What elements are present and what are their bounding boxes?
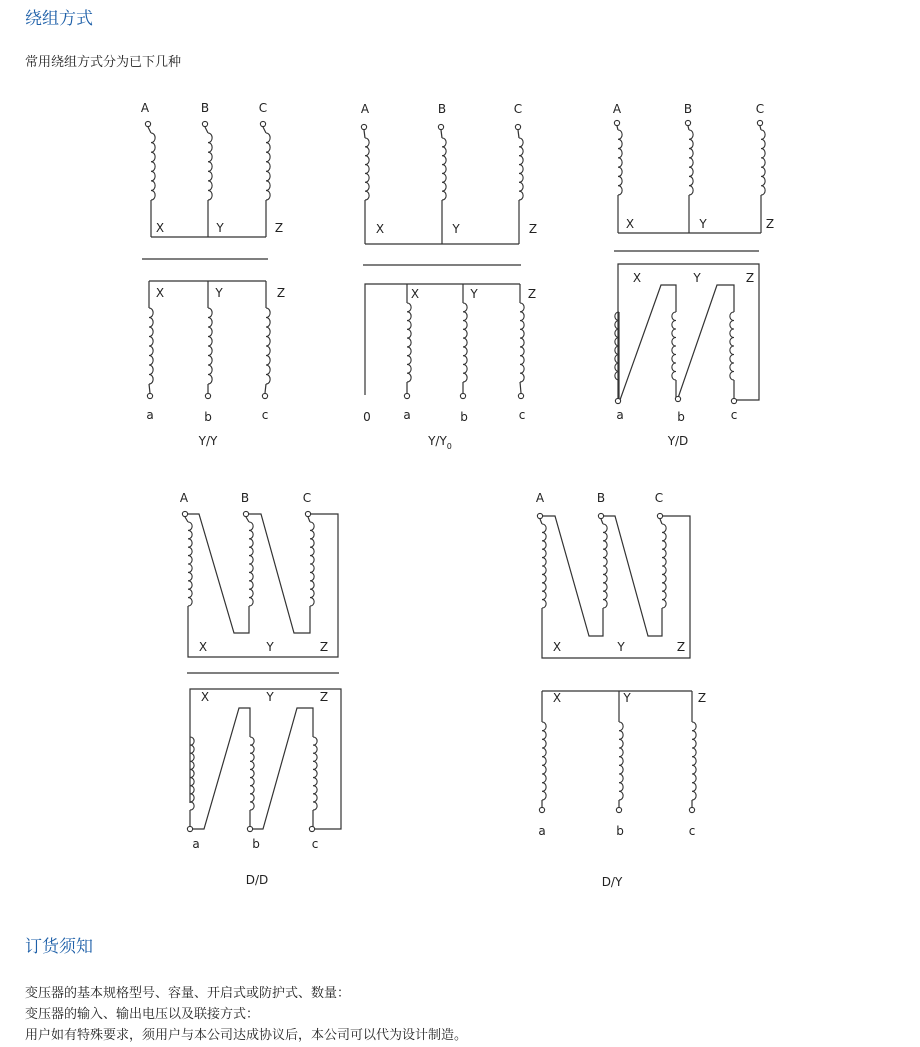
label-primary-c: C [302, 491, 312, 505]
terminal-dot [515, 124, 520, 129]
terminal-dot [731, 398, 736, 403]
wire [308, 517, 310, 522]
wire [620, 285, 676, 400]
label-secondary-y: Y [215, 286, 223, 300]
label-secondary-z: Z [527, 287, 537, 301]
label-primary-z: Z [274, 221, 284, 235]
wire [520, 382, 521, 393]
coil-winding [442, 138, 446, 200]
coil-winding [672, 312, 676, 380]
label-primary-a: A [360, 102, 370, 116]
label-primary-y: Y [216, 221, 224, 235]
caption-yy0 [427, 434, 452, 451]
terminal-dot [675, 396, 680, 401]
label-primary-b: B [596, 491, 606, 505]
terminal-dot [615, 398, 620, 403]
label-primary-b: B [437, 102, 447, 116]
coil-winding [692, 722, 696, 800]
terminal-dot [247, 826, 252, 831]
wire [601, 519, 603, 524]
label-primary-a: A [612, 102, 622, 116]
terminal-dot [260, 121, 265, 126]
terminal-dot [202, 121, 207, 126]
wire [190, 689, 341, 829]
wire [660, 519, 662, 524]
coil-winding [603, 524, 607, 608]
wire [263, 127, 266, 133]
coil-winding [662, 524, 666, 608]
coil-winding [542, 524, 546, 608]
label-primary-x: X [155, 221, 165, 235]
label-secondary-x: X [552, 691, 562, 705]
terminal-dot [518, 393, 523, 398]
coil-winding [313, 737, 317, 810]
label-secondary-c: c [261, 408, 269, 422]
terminal-dot [685, 120, 690, 125]
label-secondary-a: a [146, 408, 154, 422]
wire [250, 708, 313, 829]
caption-dy: D/Y [601, 875, 623, 889]
label-primary-y: Y [617, 640, 625, 654]
label-primary-c: C [755, 102, 765, 116]
label-secondary-c: c [518, 408, 526, 422]
wire [249, 514, 310, 633]
order-line-1: 变压器的基本规格型号、容量、开启式或防护式、数量： [25, 986, 351, 1001]
terminal-dot [539, 807, 544, 812]
coil-winding [520, 303, 524, 382]
wire [542, 516, 603, 636]
label-primary-x: X [198, 640, 208, 654]
coil-winding [149, 308, 153, 384]
label-secondary-y: Y [470, 287, 478, 301]
label-primary-a: A [140, 101, 150, 115]
terminal-dot [309, 826, 314, 831]
winding-intro-text: 常用绕组方式分为已下几种 [25, 55, 182, 70]
label-primary-y: Y [452, 222, 460, 236]
label-primary-c: C [654, 491, 664, 505]
label-primary-z: Z [676, 640, 686, 654]
order-line-3: 用户如有特殊要求，须用户与本公司达成协议后，本公司可以代为设计制造。 [25, 1028, 468, 1043]
label-secondary-a: a [538, 824, 546, 838]
label-secondary-b: b [460, 410, 468, 424]
wire [678, 285, 734, 398]
label-secondary-c: c [688, 824, 696, 838]
label-secondary-z: Z [697, 691, 707, 705]
coil-winding [365, 138, 369, 200]
wire [542, 516, 690, 658]
diagram-dy [536, 491, 706, 889]
coil-winding [761, 130, 765, 195]
wire [149, 384, 150, 393]
caption-dd: D/D [245, 873, 269, 887]
wire [185, 517, 188, 522]
wire [365, 284, 520, 395]
wire [364, 130, 365, 138]
coil-winding [190, 737, 194, 810]
diagram-dd [180, 491, 341, 887]
coil-winding [249, 522, 253, 606]
coil-winding [208, 308, 212, 384]
wire [246, 517, 249, 522]
terminal-dot [205, 393, 210, 398]
label-primary-c: C [258, 101, 268, 115]
coil-winding [208, 133, 212, 200]
terminal-dot [404, 393, 409, 398]
label-primary-b: B [200, 101, 210, 115]
section-title-winding: 绕组方式 [25, 9, 93, 29]
terminal-dot [147, 393, 152, 398]
terminal-dot [689, 807, 694, 812]
terminal-dot [614, 120, 619, 125]
label-secondary-b: b [252, 837, 260, 851]
coil-winding [250, 737, 254, 810]
wire [540, 519, 542, 524]
terminal-dot [187, 826, 192, 831]
label-primary-b: B [240, 491, 250, 505]
label-secondary-z: Z [276, 286, 286, 300]
coil-winding [689, 130, 693, 195]
label-primary-b: B [683, 102, 693, 116]
label-secondary-c: c [730, 408, 738, 422]
terminal-dot [305, 511, 310, 516]
label-primary-z: Z [765, 217, 775, 231]
wire [188, 514, 249, 633]
wire [190, 708, 250, 829]
terminal-dot [438, 124, 443, 129]
label-primary-z: Z [528, 222, 538, 236]
wire [676, 380, 678, 398]
label-secondary-a: a [616, 408, 624, 422]
terminal-dot [182, 511, 187, 516]
label-primary-y: Y [699, 217, 707, 231]
coil-winding [266, 308, 270, 384]
terminal-dot [243, 511, 248, 516]
caption-yy0-main: Y/Y [428, 434, 447, 448]
terminal-dot [616, 807, 621, 812]
coil-winding [730, 312, 734, 380]
label-primary-a: A [535, 491, 545, 505]
caption-yy0-subscript: 0 [446, 442, 452, 451]
order-line-2: 变压器的输入、输出电压以及联接方式： [25, 1007, 260, 1022]
coil-winding [266, 133, 270, 200]
terminal-dot [262, 393, 267, 398]
wire [148, 127, 151, 133]
label-secondary-x: X [200, 690, 210, 704]
label-primary-x: X [552, 640, 562, 654]
section-title-ordering: 订货须知 [25, 937, 93, 957]
wire [441, 130, 442, 138]
wire [265, 384, 266, 393]
label-secondary-b: b [616, 824, 624, 838]
caption-yy: Y/Y [198, 434, 218, 448]
coil-winding [407, 303, 411, 382]
label-secondary-x: X [410, 287, 420, 301]
label-secondary-y: Y [623, 691, 631, 705]
terminal-dot [361, 124, 366, 129]
label-secondary-x: X [155, 286, 165, 300]
label-secondary-c: c [311, 837, 319, 851]
label-secondary-z: Z [319, 690, 329, 704]
label-secondary-y: Y [693, 271, 701, 285]
label-neutral: 0 [363, 410, 371, 424]
label-secondary-b: b [204, 410, 212, 424]
wire [760, 126, 761, 130]
caption-yd: Y/D [667, 434, 689, 448]
wire [205, 127, 208, 133]
label-secondary-x: X [632, 271, 642, 285]
coil-winding [542, 722, 546, 800]
diagram-yd [613, 102, 774, 448]
terminal-dot [757, 120, 762, 125]
coil-winding [619, 722, 623, 800]
coil-winding [188, 522, 192, 606]
wire [688, 126, 689, 130]
label-secondary-b: b [677, 410, 685, 424]
label-secondary-a: a [192, 837, 200, 851]
wire [518, 130, 519, 138]
terminal-dot [460, 393, 465, 398]
label-primary-z: Z [319, 640, 329, 654]
diagram-yy0 [361, 102, 537, 451]
wire [188, 514, 338, 657]
label-primary-c: C [513, 102, 523, 116]
label-primary-y: Y [266, 640, 274, 654]
diagram-yy [141, 101, 285, 448]
terminal-dot [537, 513, 542, 518]
label-secondary-y: Y [266, 690, 274, 704]
label-primary-x: X [375, 222, 385, 236]
coil-winding [151, 133, 155, 200]
wire [617, 126, 618, 130]
coil-winding [618, 130, 622, 195]
label-primary-a: A [179, 491, 189, 505]
label-secondary-a: a [403, 408, 411, 422]
terminal-dot [598, 513, 603, 518]
wire [603, 516, 662, 636]
coil-winding [519, 138, 523, 200]
terminal-dot [145, 121, 150, 126]
terminal-dot [657, 513, 662, 518]
label-primary-x: X [625, 217, 635, 231]
coil-winding [310, 522, 314, 606]
label-secondary-z: Z [745, 271, 755, 285]
coil-winding [463, 303, 467, 382]
